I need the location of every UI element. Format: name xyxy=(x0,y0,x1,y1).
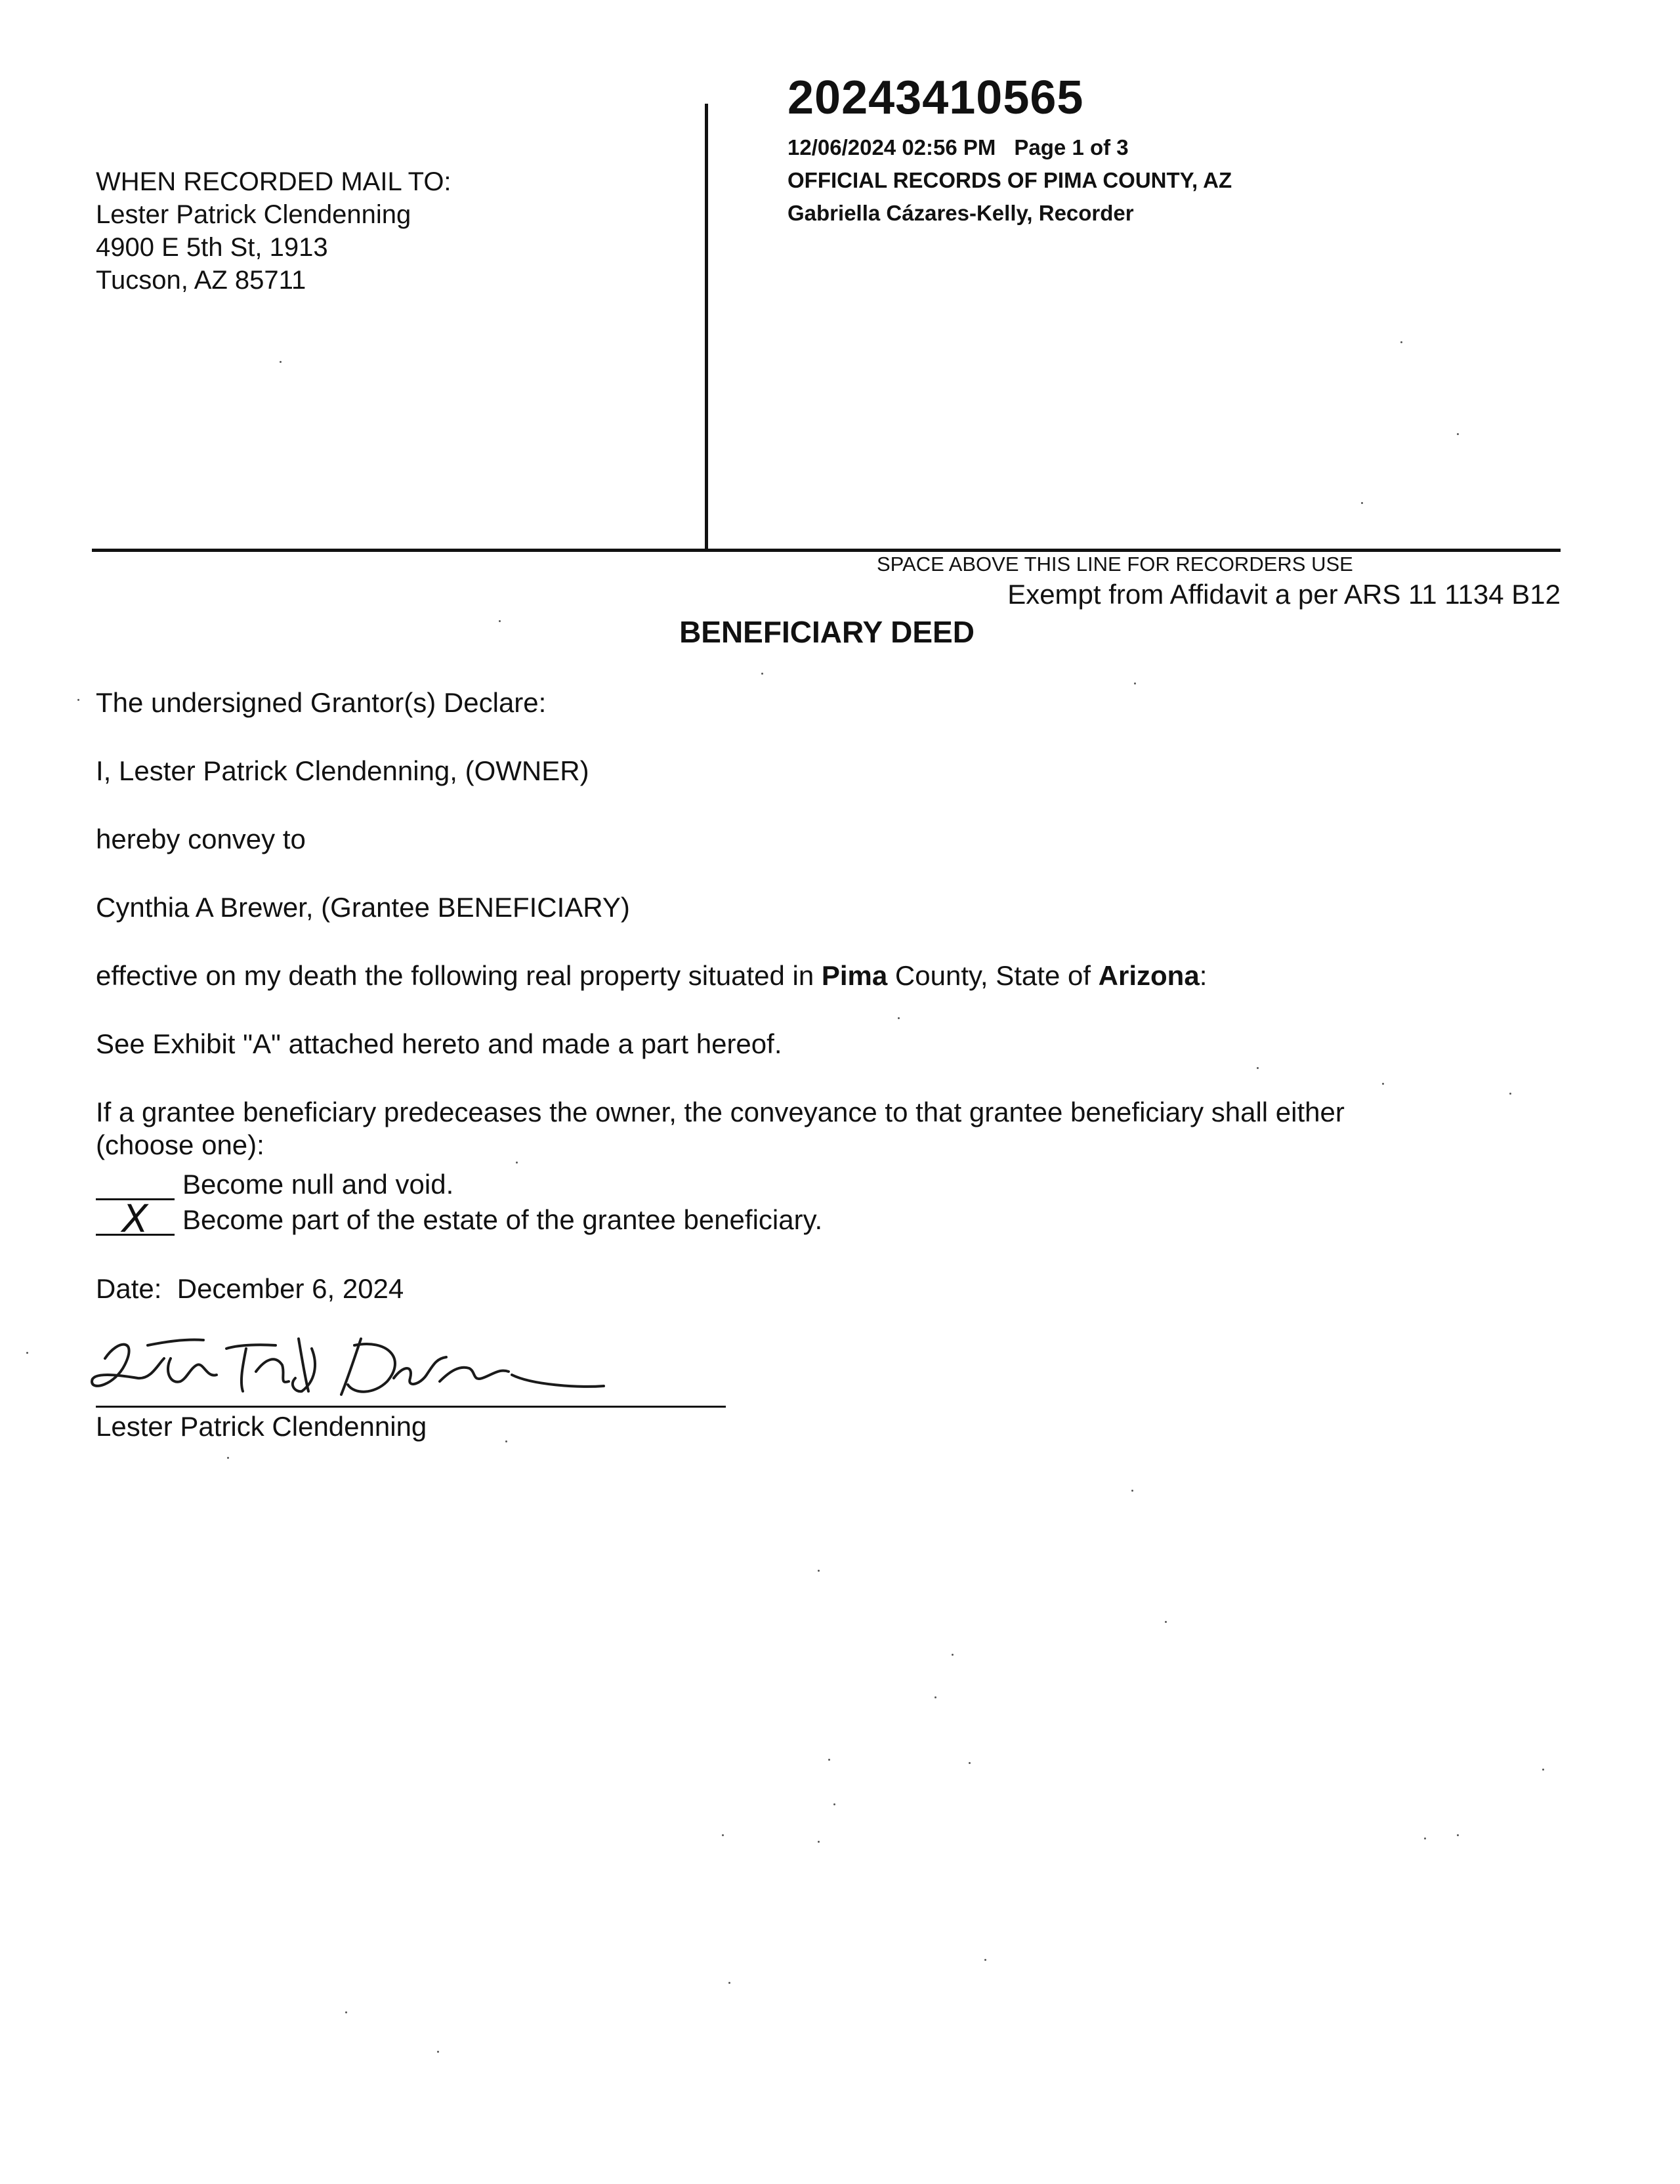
scan-speck xyxy=(1165,1621,1167,1623)
scan-speck xyxy=(280,361,282,363)
mail-to-label: WHEN RECORDED MAIL TO: xyxy=(96,167,452,196)
date-value: December 6, 2024 xyxy=(177,1273,404,1304)
owner-line: I, Lester Patrick Clendenning, (OWNER) xyxy=(96,755,589,786)
signature-line xyxy=(96,1406,726,1408)
scan-speck xyxy=(934,1696,936,1698)
option-part-of-estate xyxy=(96,1196,823,1241)
scan-speck xyxy=(722,1834,724,1836)
scan-speck xyxy=(227,1457,229,1459)
state-name: Arizona xyxy=(1098,960,1200,991)
scan-speck xyxy=(952,1654,954,1656)
scan-speck xyxy=(984,1959,986,1961)
scan-speck xyxy=(818,1570,820,1572)
date-line xyxy=(96,1273,404,1305)
county-name: Pima xyxy=(821,960,888,991)
effective-line xyxy=(96,959,1207,992)
grantee-line: Cynthia A Brewer, (Grantee BENEFICIARY) xyxy=(96,892,630,923)
header-vertical-divider xyxy=(705,104,708,550)
effective-middle: County, State of xyxy=(887,960,1099,991)
recorders-use-line xyxy=(92,549,1561,552)
document-number: 20243410565 xyxy=(788,72,1084,124)
scan-speck xyxy=(728,1982,730,1984)
recording-datetime-line xyxy=(788,135,1129,160)
scan-speck xyxy=(761,673,763,675)
scan-speck xyxy=(833,1803,835,1805)
mail-to-name: Lester Patrick Clendenning xyxy=(96,200,411,229)
scan-speck xyxy=(1542,1769,1544,1771)
scan-speck xyxy=(1424,1838,1426,1839)
option-1-label: Become null and void. xyxy=(182,1169,454,1200)
scan-speck xyxy=(516,1162,518,1164)
effective-prefix: effective on my death the following real property situated in xyxy=(96,960,822,991)
predecease-line-1: If a grantee beneficiary predeceases the owner, the conveyance to that grantee beneficiary shall either xyxy=(96,1097,1345,1127)
scan-speck xyxy=(1257,1067,1259,1069)
mail-to-street: 4900 E 5th St, 1913 xyxy=(96,233,328,262)
predecease-line-2: (choose one): xyxy=(96,1129,264,1160)
scan-speck xyxy=(1509,1093,1511,1095)
scan-speck xyxy=(828,1759,830,1761)
handwritten-signature xyxy=(79,1319,617,1424)
recorder-name: Gabriella Cázares-Kelly, Recorder xyxy=(788,201,1134,225)
convey-line: hereby convey to xyxy=(96,824,306,854)
scan-speck xyxy=(505,1440,507,1442)
scan-speck xyxy=(26,1352,28,1354)
option-2-check-mark: X xyxy=(122,1196,148,1241)
exempt-note: Exempt from Affidavit a per ARS 11 1134 B12 xyxy=(1007,579,1561,610)
effective-suffix: : xyxy=(1199,960,1208,991)
declare-line: The undersigned Grantor(s) Declare: xyxy=(96,687,547,718)
option-2-label: Become part of the estate of the grantee beneficiary. xyxy=(182,1204,823,1235)
mail-to-block xyxy=(96,165,452,297)
scan-speck xyxy=(345,2011,347,2013)
recording-datetime: 12/06/2024 02:56 PM xyxy=(788,135,996,159)
predecease-paragraph xyxy=(96,1096,1345,1162)
scan-speck xyxy=(437,2051,439,2053)
page-info: Page 1 of 3 xyxy=(1014,135,1129,159)
scan-speck xyxy=(77,699,79,701)
exhibit-line: See Exhibit "A" attached hereto and made a part hereof. xyxy=(96,1028,782,1059)
scan-speck xyxy=(818,1841,820,1843)
scan-speck xyxy=(1382,1083,1384,1085)
option-null-void xyxy=(96,1168,453,1201)
mail-to-city: Tucson, AZ 85711 xyxy=(96,266,306,295)
scan-speck xyxy=(898,1017,900,1019)
signer-name: Lester Patrick Clendenning xyxy=(96,1411,427,1442)
scan-speck xyxy=(499,620,501,622)
option-2-blank xyxy=(96,1196,175,1241)
scan-speck xyxy=(1457,433,1459,435)
option-1-blank xyxy=(96,1168,175,1200)
deed-title: BENEFICIARY DEED xyxy=(679,615,975,649)
scan-speck xyxy=(1361,502,1363,504)
date-label: Date: xyxy=(96,1273,162,1304)
scan-speck xyxy=(1131,1490,1133,1492)
recorder-office: OFFICIAL RECORDS OF PIMA COUNTY, AZ xyxy=(788,168,1232,192)
scan-speck xyxy=(1400,341,1402,343)
scan-speck xyxy=(1457,1834,1459,1836)
scan-speck xyxy=(1134,682,1136,684)
scan-speck xyxy=(969,1762,971,1764)
space-above-note: SPACE ABOVE THIS LINE FOR RECORDERS USE xyxy=(877,553,1353,576)
